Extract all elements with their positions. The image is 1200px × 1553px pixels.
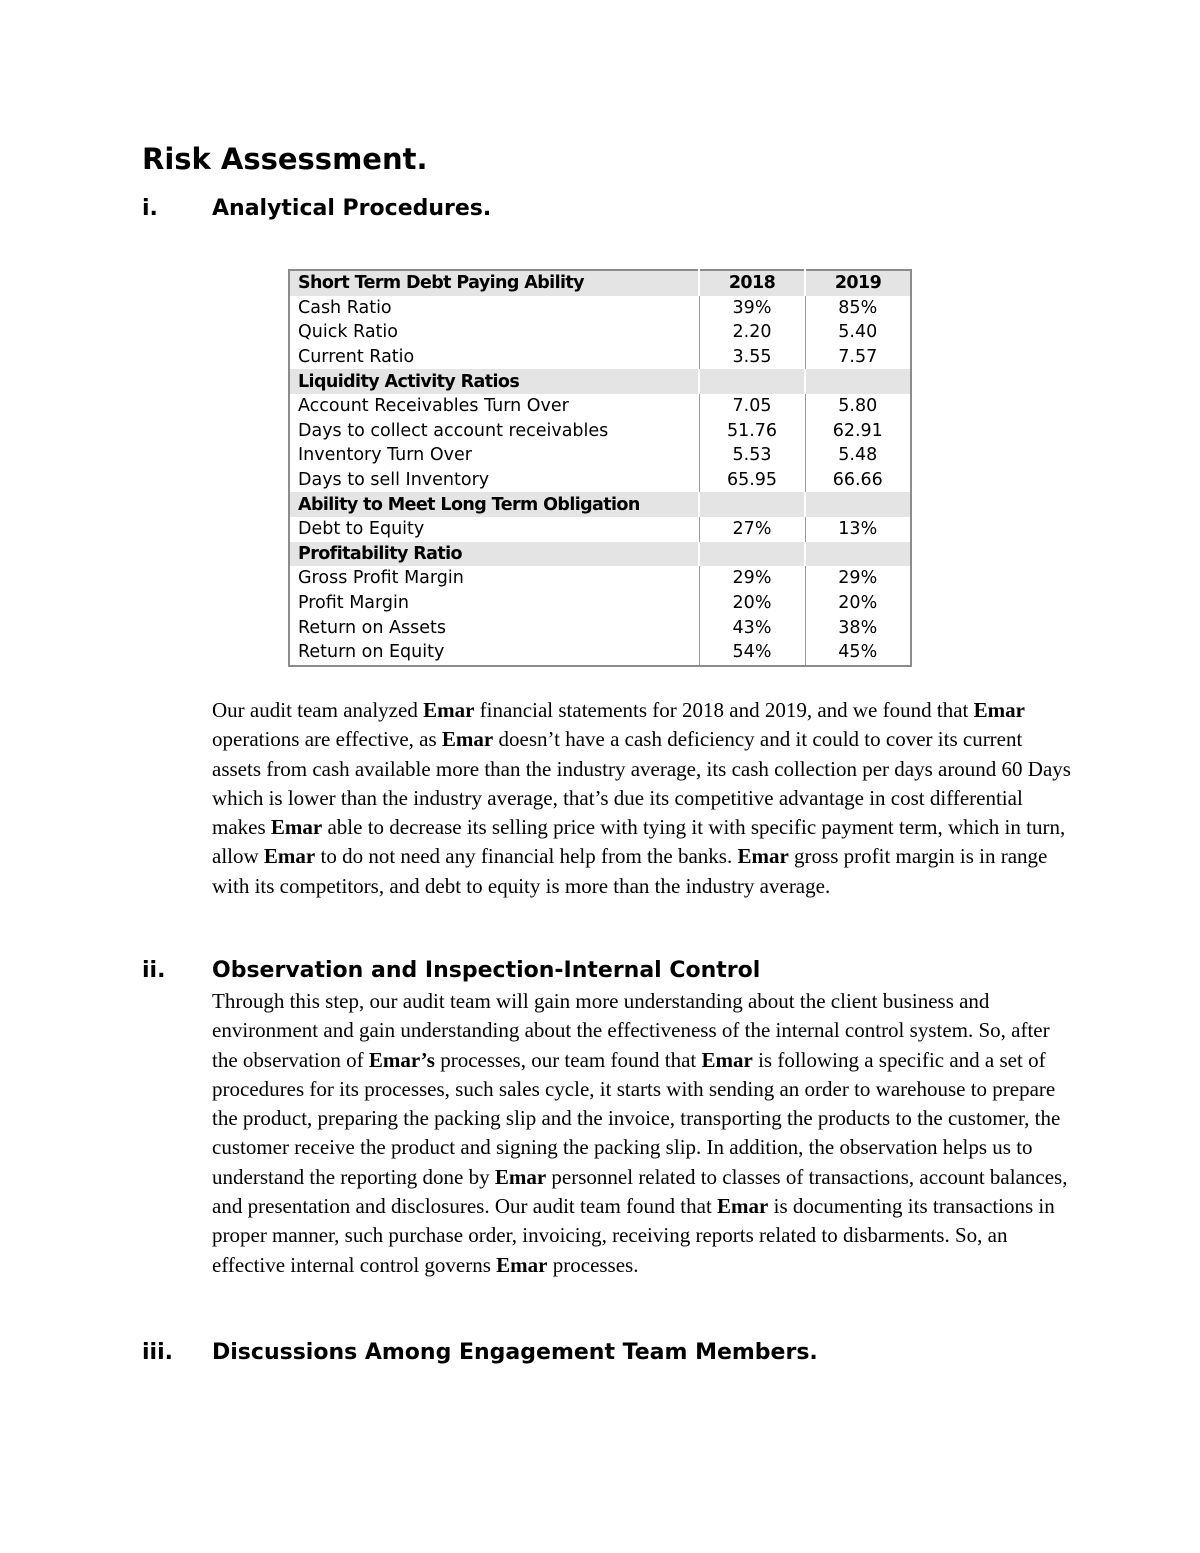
table-row — [289, 566, 911, 591]
row-value-2018: 3.55 — [699, 345, 805, 370]
company-name: Emar — [717, 1194, 769, 1219]
row-label: Debt to Equity — [298, 519, 425, 540]
section-heading-discussions — [142, 1340, 818, 1365]
section-label-long-term: Ability to Meet Long Term Obligation — [289, 492, 699, 517]
text-run: is following a specific and a set of procedures for its processes, such sales cycle, it starts with sending an order to warehouse to prepare the product, preparing the packing slip and the invoice, transporting the products to the customer, the customer receive the product and signing the packing slip. In addition, the observation helps us to understand the reporting done by — [212, 1047, 1061, 1189]
row-value-2018: 29% — [699, 566, 805, 591]
table-row — [289, 443, 911, 468]
text-run: Through this step, our audit team will gain more understanding about the client business and environment and gain understanding about the effectiveness of the internal control system. So, after the observation of — [212, 989, 1050, 1072]
table-row — [289, 296, 911, 321]
section-number: i. — [142, 196, 158, 221]
table-section-row — [289, 492, 911, 517]
text-run: financial statements for 2018 and 2019, and we found that — [474, 698, 974, 722]
company-name: Emar — [441, 727, 494, 752]
row-value-2019: 29% — [805, 566, 911, 591]
row-label: Days to sell Inventory — [298, 470, 490, 491]
company-name: Emar — [263, 844, 316, 869]
text-run: is documenting its transactions in proper manner, such purchase order, invoicing, receiving reports related to disbarments. So, an effective internal control governs — [212, 1194, 1055, 1277]
table-row — [289, 394, 911, 419]
row-value-2019: 66.66 — [805, 468, 911, 493]
table-row — [289, 419, 911, 444]
table-section-row — [289, 369, 911, 394]
table-section-row — [289, 542, 911, 567]
section-number: ii. — [142, 958, 166, 983]
row-label: Quick Ratio — [298, 322, 398, 343]
company-name: Emar — [270, 815, 323, 840]
row-label: Return on Equity — [298, 642, 445, 663]
observation-paragraph — [212, 987, 1072, 1280]
company-name: Emar — [701, 1047, 753, 1072]
table-header-label: Short Term Debt Paying Ability — [289, 270, 699, 296]
table-header-2018: 2018 — [699, 270, 805, 296]
text-run: to do not need any financial help from the banks. — [315, 844, 738, 869]
text-run: gross profit margin is in range with its competitors, and debt to equity is more than the industry average. — [212, 844, 1048, 898]
section-label-profitability: Profitability Ratio — [289, 542, 699, 567]
row-label: Current Ratio — [298, 347, 415, 368]
section-label-liquidity: Liquidity Activity Ratios — [289, 369, 699, 394]
text-run: operations are effective, as — [212, 727, 442, 752]
text-run: able to decrease its selling price with tying it with specific payment term, which in turn, allow — [212, 815, 1066, 869]
company-name: Emar’s — [368, 1047, 435, 1072]
row-label: Inventory Turn Over — [298, 445, 472, 466]
table-row — [289, 591, 911, 616]
company-name: Emar — [496, 1252, 548, 1277]
row-label: Profit Margin — [298, 593, 409, 614]
row-value-2018: 43% — [699, 615, 805, 640]
section-heading-observation — [142, 958, 760, 983]
row-value-2018: 39% — [699, 296, 805, 321]
row-value-2018: 27% — [699, 517, 805, 542]
row-value-2018: 51.76 — [699, 419, 805, 444]
page-title: Risk Assessment. — [142, 142, 428, 176]
table-row — [289, 517, 911, 542]
text-run: processes. — [547, 1252, 639, 1277]
row-value-2019: 45% — [805, 640, 911, 666]
section-number: iii. — [142, 1340, 173, 1365]
row-value-2019: 62.91 — [805, 419, 911, 444]
section-title: Discussions Among Engagement Team Members. — [212, 1340, 818, 1365]
row-value-2018: 65.95 — [699, 468, 805, 493]
row-value-2019: 13% — [805, 517, 911, 542]
table-row — [289, 468, 911, 493]
row-value-2019: 85% — [805, 296, 911, 321]
row-value-2019: 20% — [805, 591, 911, 616]
text-run: Our audit team analyzed — [212, 698, 424, 722]
row-value-2019: 5.48 — [805, 443, 911, 468]
row-label: Cash Ratio — [298, 297, 392, 318]
section-title: Observation and Inspection-Internal Control — [212, 958, 761, 983]
text-run: doesn’t have a cash deficiency and it could to cover its current assets from cash available more than the industry average, its cash collection per days around 60 Days which is lower than the industry average, that’s due its competitive advantage in cost differential makes — [212, 727, 1071, 840]
company-name: Emar — [423, 698, 475, 722]
table-row — [289, 615, 911, 640]
table-header-row — [289, 270, 911, 296]
row-value-2019: 7.57 — [805, 345, 911, 370]
row-label: Account Receivables Turn Over — [298, 396, 569, 417]
table-row — [289, 345, 911, 370]
text-run: personnel related to classes of transactions, account balances, and presentation and disclosures. Our audit team found that — [212, 1164, 1068, 1219]
row-value-2018: 5.53 — [699, 443, 805, 468]
company-name: Emar — [973, 698, 1025, 722]
text-run: processes, our team found that — [434, 1047, 702, 1072]
table-row — [289, 320, 911, 345]
row-value-2018: 7.05 — [699, 394, 805, 419]
section-heading-analytical — [142, 196, 491, 221]
row-value-2018: 20% — [699, 591, 805, 616]
row-label: Days to collect account receivables — [298, 420, 609, 441]
company-name: Emar — [494, 1164, 547, 1189]
row-value-2019: 38% — [805, 615, 911, 640]
company-name: Emar — [737, 844, 789, 869]
row-label: Return on Assets — [298, 617, 446, 638]
section-title: Analytical Procedures. — [212, 196, 492, 221]
row-label: Gross Profit Margin — [298, 568, 464, 589]
row-value-2018: 2.20 — [699, 320, 805, 345]
row-value-2019: 5.80 — [805, 394, 911, 419]
ratio-table — [288, 269, 912, 667]
table-header-2019: 2019 — [805, 270, 911, 296]
table-row — [289, 640, 911, 666]
row-value-2019: 5.40 — [805, 320, 911, 345]
analysis-paragraph — [212, 696, 1072, 901]
row-value-2018: 54% — [699, 640, 805, 666]
